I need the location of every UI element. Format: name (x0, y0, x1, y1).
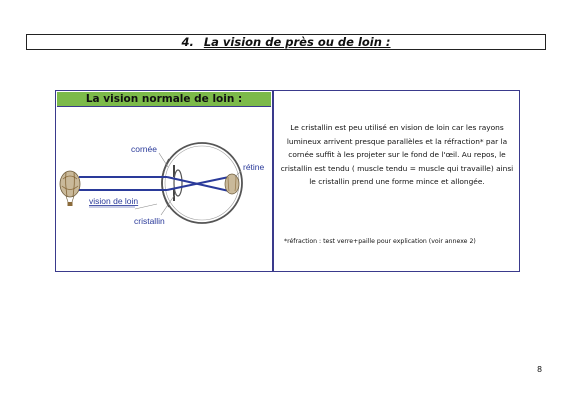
retina-image-icon (225, 174, 239, 194)
eye-diagram (57, 107, 271, 271)
content-table (55, 90, 520, 272)
lens-label: cristallin (134, 216, 165, 226)
panel-header: La vision normale de loin : (57, 92, 271, 107)
retina-label: rétine (243, 162, 265, 172)
page-number: 8 (537, 365, 543, 374)
explanation-text: Le cristallin est peu utilisé en vision de loin car les rayons lumineux arrivent presque parallèles et la réfraction* par la cornée suffit à les projeter sur le fond de l'œil. Au repos, le cristallin est tendu ( muscle tendu = muscle qui travaille) ainsi le cristallin prend une forme mince et allongée. (280, 123, 514, 187)
balloon-object-icon (60, 171, 80, 206)
distance-vision-label: vision de loin (89, 196, 139, 206)
refraction-footnote: *réfraction : test verre+paille pour explication (voir annexe 2) (284, 238, 476, 245)
column-divider (272, 91, 274, 271)
section-title-box (26, 34, 546, 50)
section-title: La vision de près ou de loin : (203, 35, 391, 49)
section-number: 4. (181, 35, 194, 49)
cornea-label: cornée (131, 144, 157, 154)
